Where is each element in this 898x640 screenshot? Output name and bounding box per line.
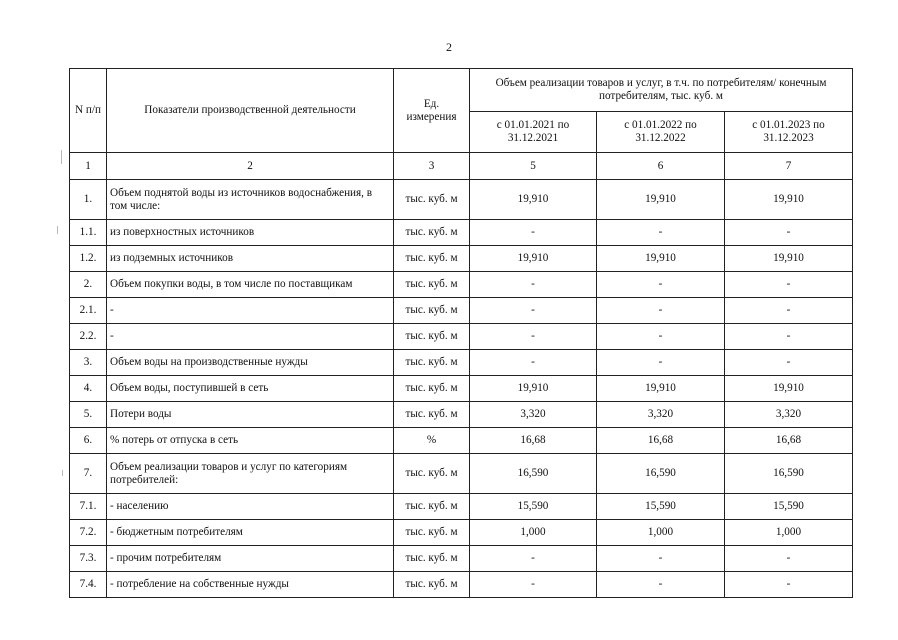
row-unit: тыс. куб. м: [394, 376, 470, 402]
row-indicator: - бюджетным потребителям: [107, 520, 394, 546]
row-indicator: Объем покупки воды, в том числе по поставщикам: [107, 272, 394, 298]
row-unit: тыс. куб. м: [394, 402, 470, 428]
column-number: 3: [394, 153, 470, 180]
row-indicator: - населению: [107, 494, 394, 520]
row-value-2023: -: [725, 546, 853, 572]
table-row: [70, 546, 853, 572]
row-number: 7.4.: [70, 572, 107, 598]
row-indicator: - потребление на собственные нужды: [107, 572, 394, 598]
scan-mark: [62, 470, 63, 476]
row-value-2021: -: [470, 572, 597, 598]
row-unit: тыс. куб. м: [394, 220, 470, 246]
table-row: [70, 180, 853, 220]
row-value-2023: -: [725, 272, 853, 298]
row-value-2021: 15,590: [470, 494, 597, 520]
row-indicator: -: [107, 324, 394, 350]
row-value-2021: 16,590: [470, 454, 597, 494]
row-value-2022: 19,910: [597, 376, 725, 402]
column-number: 2: [107, 153, 394, 180]
row-unit: тыс. куб. м: [394, 298, 470, 324]
row-value-2022: 15,590: [597, 494, 725, 520]
scan-mark: [57, 226, 58, 234]
table-row: [70, 324, 853, 350]
column-number: 1: [70, 153, 107, 180]
row-value-2023: -: [725, 350, 853, 376]
row-value-2023: -: [725, 572, 853, 598]
header-period: с 01.01.2023 по 31.12.2023: [725, 112, 853, 153]
row-unit: тыс. куб. м: [394, 546, 470, 572]
row-value-2021: 19,910: [470, 246, 597, 272]
row-unit: тыс. куб. м: [394, 494, 470, 520]
header-unit: Ед. измерения: [394, 69, 470, 153]
row-value-2023: 19,910: [725, 376, 853, 402]
row-indicator: Объем воды на производственные нужды: [107, 350, 394, 376]
row-value-2023: 3,320: [725, 402, 853, 428]
page-number: 2: [446, 40, 452, 54]
row-value-2022: 3,320: [597, 402, 725, 428]
row-number: 7.3.: [70, 546, 107, 572]
row-value-2022: -: [597, 572, 725, 598]
table-row: [70, 246, 853, 272]
row-value-2022: 19,910: [597, 180, 725, 220]
row-value-2022: 16,590: [597, 454, 725, 494]
row-value-2022: 1,000: [597, 520, 725, 546]
column-number: 6: [597, 153, 725, 180]
row-value-2023: 19,910: [725, 246, 853, 272]
row-number: 3.: [70, 350, 107, 376]
row-value-2022: -: [597, 546, 725, 572]
row-value-2022: 19,910: [597, 246, 725, 272]
row-number: 2.: [70, 272, 107, 298]
row-value-2021: 19,910: [470, 180, 597, 220]
row-value-2023: 15,590: [725, 494, 853, 520]
row-indicator: Объем поднятой воды из источников водоснабжения, в том числе:: [107, 180, 394, 220]
row-unit: тыс. куб. м: [394, 520, 470, 546]
table-row: [70, 454, 853, 494]
row-value-2021: 19,910: [470, 376, 597, 402]
row-indicator: Объем реализации товаров и услуг по категориям потребителей:: [107, 454, 394, 494]
table-row: [70, 520, 853, 546]
column-number: 7: [725, 153, 853, 180]
row-number: 2.2.: [70, 324, 107, 350]
row-value-2023: 16,68: [725, 428, 853, 454]
row-value-2022: -: [597, 220, 725, 246]
row-indicator: Объем воды, поступившей в сеть: [107, 376, 394, 402]
table-row: [70, 350, 853, 376]
row-value-2022: 16,68: [597, 428, 725, 454]
row-value-2022: -: [597, 298, 725, 324]
row-value-2021: 3,320: [470, 402, 597, 428]
row-value-2021: -: [470, 350, 597, 376]
row-indicator: -: [107, 298, 394, 324]
row-number: 4.: [70, 376, 107, 402]
row-number: 1.1.: [70, 220, 107, 246]
row-value-2021: 16,68: [470, 428, 597, 454]
row-unit: тыс. куб. м: [394, 350, 470, 376]
row-indicator: % потерь от отпуска в сеть: [107, 428, 394, 454]
header-volume-group: Объем реализации товаров и услуг, в т.ч. по потребителям/ конечным потребителям, тыс. куб. м: [470, 69, 853, 112]
row-number: 5.: [70, 402, 107, 428]
table-row: [70, 220, 853, 246]
column-numbers-row: [70, 153, 853, 180]
row-value-2022: -: [597, 350, 725, 376]
row-number: 7.1.: [70, 494, 107, 520]
row-value-2023: -: [725, 298, 853, 324]
row-unit: тыс. куб. м: [394, 324, 470, 350]
row-value-2021: 1,000: [470, 520, 597, 546]
row-value-2022: -: [597, 272, 725, 298]
header-period: с 01.01.2021 по 31.12.2021: [470, 112, 597, 153]
table-row: [70, 298, 853, 324]
row-value-2021: -: [470, 220, 597, 246]
table-row: [70, 376, 853, 402]
row-unit: %: [394, 428, 470, 454]
row-number: 2.1.: [70, 298, 107, 324]
row-indicator: Потери воды: [107, 402, 394, 428]
row-number: 6.: [70, 428, 107, 454]
row-unit: тыс. куб. м: [394, 454, 470, 494]
row-value-2023: 19,910: [725, 180, 853, 220]
row-value-2023: -: [725, 324, 853, 350]
row-unit: тыс. куб. м: [394, 180, 470, 220]
row-number: 7.: [70, 454, 107, 494]
row-unit: тыс. куб. м: [394, 572, 470, 598]
row-value-2023: -: [725, 220, 853, 246]
row-indicator: из подземных источников: [107, 246, 394, 272]
row-unit: тыс. куб. м: [394, 272, 470, 298]
header-row: [70, 69, 853, 112]
table-row: [70, 402, 853, 428]
table-row: [70, 572, 853, 598]
row-value-2021: -: [470, 546, 597, 572]
production-indicators-table: [69, 68, 853, 598]
row-number: 1.2.: [70, 246, 107, 272]
header-num: N п/п: [70, 69, 107, 153]
table-row: [70, 428, 853, 454]
row-value-2023: 1,000: [725, 520, 853, 546]
row-value-2021: -: [470, 272, 597, 298]
row-indicator: из поверхностных источников: [107, 220, 394, 246]
header-indicator: Показатели производственной деятельности: [107, 69, 394, 153]
column-number: 5: [470, 153, 597, 180]
row-unit: тыс. куб. м: [394, 246, 470, 272]
row-value-2021: -: [470, 298, 597, 324]
header-period: с 01.01.2022 по 31.12.2022: [597, 112, 725, 153]
table-row: [70, 272, 853, 298]
row-number: 7.2.: [70, 520, 107, 546]
row-value-2021: -: [470, 324, 597, 350]
row-value-2023: 16,590: [725, 454, 853, 494]
scan-mark: [61, 150, 62, 164]
row-value-2022: -: [597, 324, 725, 350]
table-row: [70, 494, 853, 520]
row-number: 1.: [70, 180, 107, 220]
row-indicator: - прочим потребителям: [107, 546, 394, 572]
